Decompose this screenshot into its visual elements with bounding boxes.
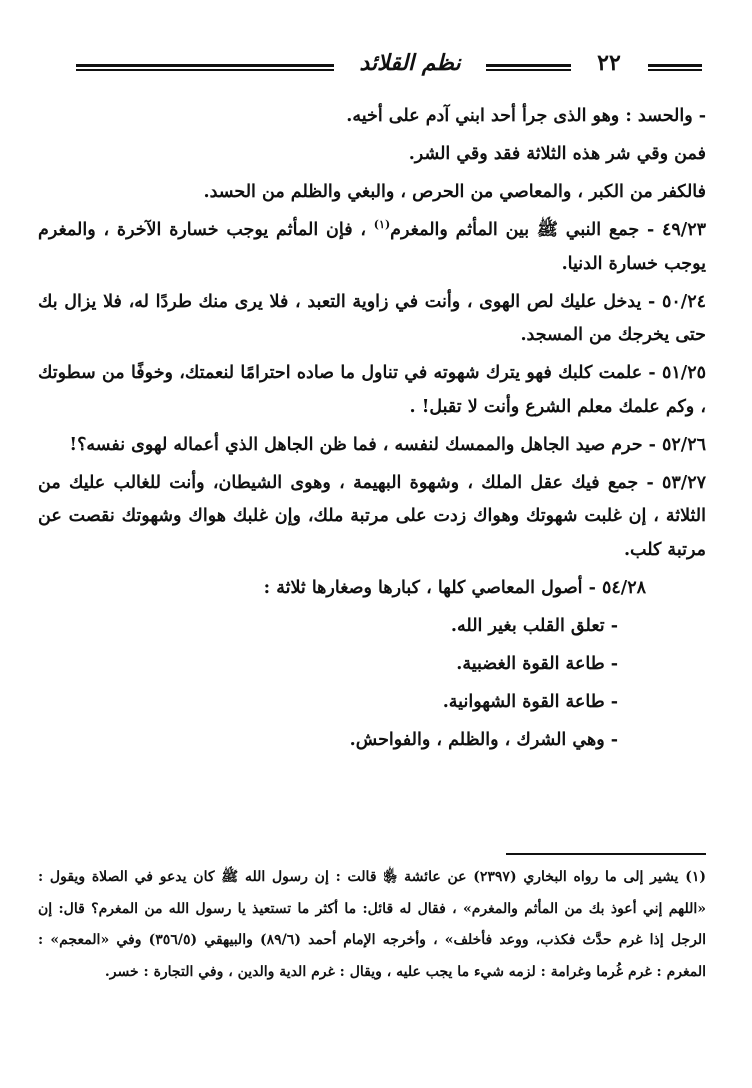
paragraph-49-text-b: ، فإن المأثم يوجب خسارة الآخرة ، والمغرم يوجب خسارة الدنيا. (38, 220, 706, 274)
footnote-area (38, 862, 706, 988)
paragraph-envy: - والحسد : وهو الذى جرأ أحد ابني آدم على أخيه. (346, 106, 706, 126)
paragraph-52: ٥٢/٢٦ - حرم صيد الجاهل والممسك لنفسه ، فما ظن الجاهل الذي أعماله لهوى نفسه؟! (69, 434, 706, 455)
footnote-reference[interactable]: (١) (373, 218, 391, 232)
list-item: - وهي الشرك ، والظلم ، والفواحش. (349, 729, 618, 750)
header-rule-right (648, 64, 702, 72)
paragraph-origins: فالكفر من الكبر ، والمعاصي من الحرص ، والبغي والظلم من الحسد. (203, 182, 706, 202)
list-item: - تعلق القلب بغير الله. (450, 615, 618, 636)
header-rule-left (76, 64, 334, 72)
paragraph-53: ٥٣/٢٧ - جمع فيك عقل الملك ، وشهوة البهيمة ، وهوى الشيطان، وأنت للغالب عليك من الثلاثة ، إن غلبت شهوتك وهواك زدت على مرتبة ملك، وإن غلبك هواك وشهوتك نقصت عن مرتبة كلب. (38, 472, 706, 560)
footnote-1: (١) يشير إلى ما رواه البخاري (٢٣٩٧) عن عائشة ﵂ قالت : إن رسول الله ﷺ كان يدعو في الصلاة ويقول : «اللهم إني أعوذ بك من المأثم والمغرم» ، فقال له قائل: ما أكثر ما تستعيذ يا رسول الله من المغرم؟ قال: إن الرجل إذا غرم حدَّث فكذب، ووعد فأخلف» ، وأخرجه الإمام أحمد (٨٩/٦) والبيهقي (٣٥٦/٥) وفي «المعجم» : المغرم : غرم غُرما وغرامة : لزمه شيء ما يجب عليه ، ويقال : غرم الدية والدين ، وفي التجارة : خسر. (38, 869, 706, 980)
page-header (0, 44, 752, 88)
paragraph-54: ٥٤/٢٨ - أصول المعاصي كلها ، كبارها وصغارها ثلاثة : (263, 577, 646, 598)
paragraph-50: ٥٠/٢٤ - يدخل عليك لص الهوى ، وأنت في زاوية التعبد ، فلا يرى منك طردًا له، فلا يزال بك حتى يخرجك من المسجد. (38, 291, 706, 345)
footnote-separator (506, 853, 706, 855)
paragraph-51: ٥١/٢٥ - علمت كلبك فهو يترك شهوته في تناول ما صاده احترامًا لنعمتك، وخوفًا من سطوتك ، وكم علمك معلم الشرع وأنت لا تقبل! . (38, 363, 706, 417)
list-item: - طاعة القوة الغضبية. (456, 653, 618, 674)
paragraph-49 (38, 214, 706, 281)
paragraph-protection: فمن وقي شر هذه الثلاثة فقد وقي الشر. (408, 144, 706, 164)
page-number: ٢٢ (597, 50, 621, 76)
header-rule-middle (486, 64, 571, 72)
running-title: نظم القلائد (359, 50, 461, 76)
paragraph-49-text-a: ٤٩/٢٣ - جمع النبي ﷺ بين المأثم والمغرم (390, 220, 706, 240)
list-item: - طاعة القوة الشهوانية. (442, 691, 618, 712)
main-text (38, 100, 706, 762)
